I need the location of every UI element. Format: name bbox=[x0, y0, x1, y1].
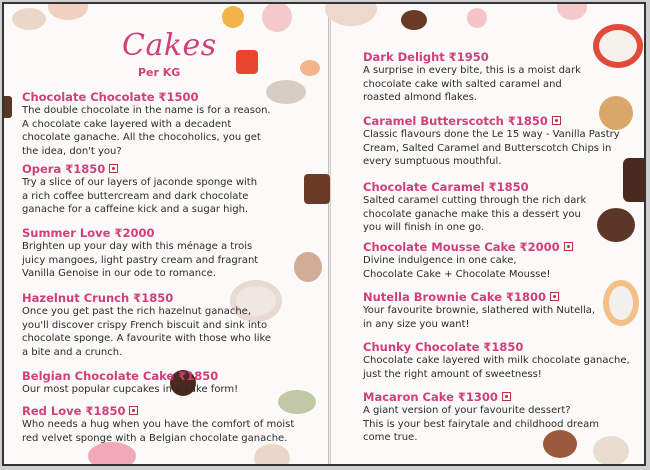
item-price: ₹1850 bbox=[65, 162, 106, 176]
item-description-line: Once you get past the rich hazelnut ganache, bbox=[22, 306, 251, 317]
menu-item bbox=[363, 340, 638, 381]
menu-item bbox=[363, 240, 638, 281]
veg-mark-icon bbox=[552, 116, 561, 125]
item-description-line: every sumptuous mouthful. bbox=[363, 156, 502, 167]
item-price: ₹1850 bbox=[133, 291, 174, 305]
cake-photo-icon bbox=[2, 96, 12, 118]
item-description-line: just the right amount of sweetness! bbox=[363, 368, 542, 380]
menu-item-title bbox=[363, 114, 638, 128]
item-description-line: in any size you want! bbox=[363, 318, 470, 330]
item-description-line: Divine indulgence in one cake, bbox=[363, 255, 517, 266]
item-description-line: Classic flavours done the Le 15 way - Vanilla Pastry bbox=[363, 129, 620, 140]
item-name: Macaron Cake bbox=[363, 390, 454, 404]
cake-photo-icon bbox=[222, 6, 244, 28]
menu-item bbox=[22, 404, 322, 445]
item-description-line: This is your best fairytale and childhood dream bbox=[363, 418, 599, 430]
item-description-line: red velvet sponge with a Belgian chocolate ganache. bbox=[22, 432, 288, 444]
item-name: Chocolate Chocolate bbox=[22, 90, 155, 104]
cake-photo-icon bbox=[262, 2, 292, 32]
menu-item bbox=[22, 226, 322, 281]
veg-mark-icon bbox=[502, 392, 511, 401]
item-description-line: chocolate ganache make this a dessert you bbox=[363, 208, 581, 220]
item-price: ₹1500 bbox=[158, 90, 199, 104]
item-name: Chocolate Mousse Cake bbox=[363, 240, 516, 254]
cake-photo-icon bbox=[236, 50, 258, 74]
item-description-line: Try a slice of our layers of jaconde sponge with bbox=[22, 177, 258, 188]
item-description-line: Chocolate Cake + Chocolate Mousse! bbox=[363, 268, 551, 280]
menu-item-title bbox=[22, 404, 322, 418]
menu-item bbox=[363, 390, 638, 445]
item-description-line: you will finish in one go. bbox=[363, 222, 484, 233]
veg-mark-icon bbox=[129, 406, 138, 415]
item-price: ₹2000 bbox=[114, 226, 155, 240]
item-description-line: Vanilla Genoise in our ode to romance. bbox=[22, 268, 216, 279]
item-price: ₹1950 bbox=[448, 50, 489, 64]
menu-item bbox=[22, 90, 322, 158]
item-name: Chocolate Caramel bbox=[363, 180, 485, 194]
left-page bbox=[4, 4, 329, 464]
menu-item-title bbox=[22, 162, 322, 176]
item-name: Hazelnut Crunch bbox=[22, 291, 130, 305]
item-name: Nutella Brownie Cake bbox=[363, 290, 502, 304]
cake-photo-icon bbox=[88, 442, 136, 466]
cake-photo-icon bbox=[254, 444, 290, 466]
menu-item-title bbox=[363, 390, 638, 404]
page-subtitle: Per KG bbox=[138, 66, 181, 79]
page-title: Cakes bbox=[122, 28, 217, 63]
item-description-line: chocolate sponge. A favourite with those who like bbox=[22, 333, 272, 344]
veg-mark-icon bbox=[550, 292, 559, 301]
item-name: Opera bbox=[22, 162, 62, 176]
item-price: ₹1850 bbox=[488, 180, 529, 194]
item-description-line: chocolate ganache. All the chocoholics, you get bbox=[22, 132, 261, 143]
menu-item bbox=[22, 369, 322, 397]
item-name: Belgian Chocolate Cake bbox=[22, 369, 175, 383]
item-description-line: A surprise in every bite, this is a moist dark bbox=[363, 65, 581, 76]
item-description-line: Chocolate cake layered with milk chocolate ganache, bbox=[363, 355, 630, 366]
item-price: ₹2000 bbox=[519, 240, 560, 254]
item-description-line: roasted almond flakes. bbox=[363, 92, 477, 103]
item-name: Chunky Chocolate bbox=[363, 340, 480, 354]
item-description-line: a bite and a crunch. bbox=[22, 346, 123, 358]
item-name: Dark Delight bbox=[363, 50, 445, 64]
menu-item bbox=[363, 290, 638, 331]
item-description-line: Salted caramel cutting through the rich dark bbox=[363, 195, 587, 206]
menu-item-title bbox=[22, 90, 322, 104]
item-description-line: A chocolate cake layered with a decadent bbox=[22, 118, 232, 130]
menu-item bbox=[363, 50, 638, 105]
item-name: Summer Love bbox=[22, 226, 111, 240]
item-price: ₹1850 bbox=[507, 114, 548, 128]
item-name: Caramel Butterscotch bbox=[363, 114, 504, 128]
cake-photo-icon bbox=[557, 2, 587, 20]
menu-item bbox=[22, 162, 322, 217]
item-description-line: Cream, Salted Caramel and Butterscotch Chips in bbox=[363, 142, 612, 154]
menu-item-title bbox=[22, 226, 322, 240]
item-price: ₹1850 bbox=[178, 369, 219, 383]
item-description-line: Brighten up your day with this ménage a trois bbox=[22, 241, 253, 252]
menu-item bbox=[363, 180, 638, 235]
menu-item-title bbox=[22, 291, 322, 305]
right-page bbox=[330, 4, 645, 464]
cake-photo-icon bbox=[300, 60, 320, 76]
item-description-line: Our most popular cupcakes in a cake form! bbox=[22, 384, 239, 395]
item-description-line: you'll discover crispy French biscuit and sink into bbox=[22, 319, 268, 331]
item-description-line: Your favourite brownie, slathered with Nutella, bbox=[363, 305, 596, 316]
item-price: ₹1850 bbox=[85, 404, 126, 418]
menu-item-title bbox=[22, 369, 322, 383]
item-description-line: The double chocolate in the name is for a reason. bbox=[22, 105, 271, 116]
item-description-line: a rich coffee buttercream and dark chocolate bbox=[22, 190, 249, 202]
cake-photo-icon bbox=[401, 10, 427, 30]
cake-photo-icon bbox=[467, 8, 487, 28]
cake-photo-icon bbox=[325, 2, 377, 26]
item-price: ₹1800 bbox=[506, 290, 547, 304]
item-description-line: the idea, don't you? bbox=[22, 145, 122, 157]
menu-item-title bbox=[363, 290, 638, 304]
item-description-line: ganache for a caffeine kick and a sugar high. bbox=[22, 204, 249, 215]
item-price: ₹1300 bbox=[457, 390, 498, 404]
menu-item-title bbox=[363, 240, 638, 254]
item-price: ₹1850 bbox=[483, 340, 524, 354]
menu-item-title bbox=[363, 340, 638, 354]
item-description-line: juicy mangoes, light pastry cream and fragrant bbox=[22, 254, 259, 266]
menu-spread bbox=[2, 2, 646, 466]
cake-photo-icon bbox=[48, 2, 88, 20]
item-name: Red Love bbox=[22, 404, 82, 418]
menu-item bbox=[363, 114, 638, 169]
menu-item-title bbox=[363, 180, 638, 194]
item-description-line: chocolate cake with salted caramel and bbox=[363, 78, 562, 90]
item-description-line: come true. bbox=[363, 432, 418, 443]
item-description-line: A giant version of your favourite dessert? bbox=[363, 405, 571, 416]
item-description-line: Who needs a hug when you have the comfort of moist bbox=[22, 419, 295, 430]
menu-item-title bbox=[363, 50, 638, 64]
cake-photo-icon bbox=[12, 8, 46, 30]
veg-mark-icon bbox=[564, 242, 573, 251]
veg-mark-icon bbox=[109, 164, 118, 173]
menu-item bbox=[22, 291, 322, 359]
